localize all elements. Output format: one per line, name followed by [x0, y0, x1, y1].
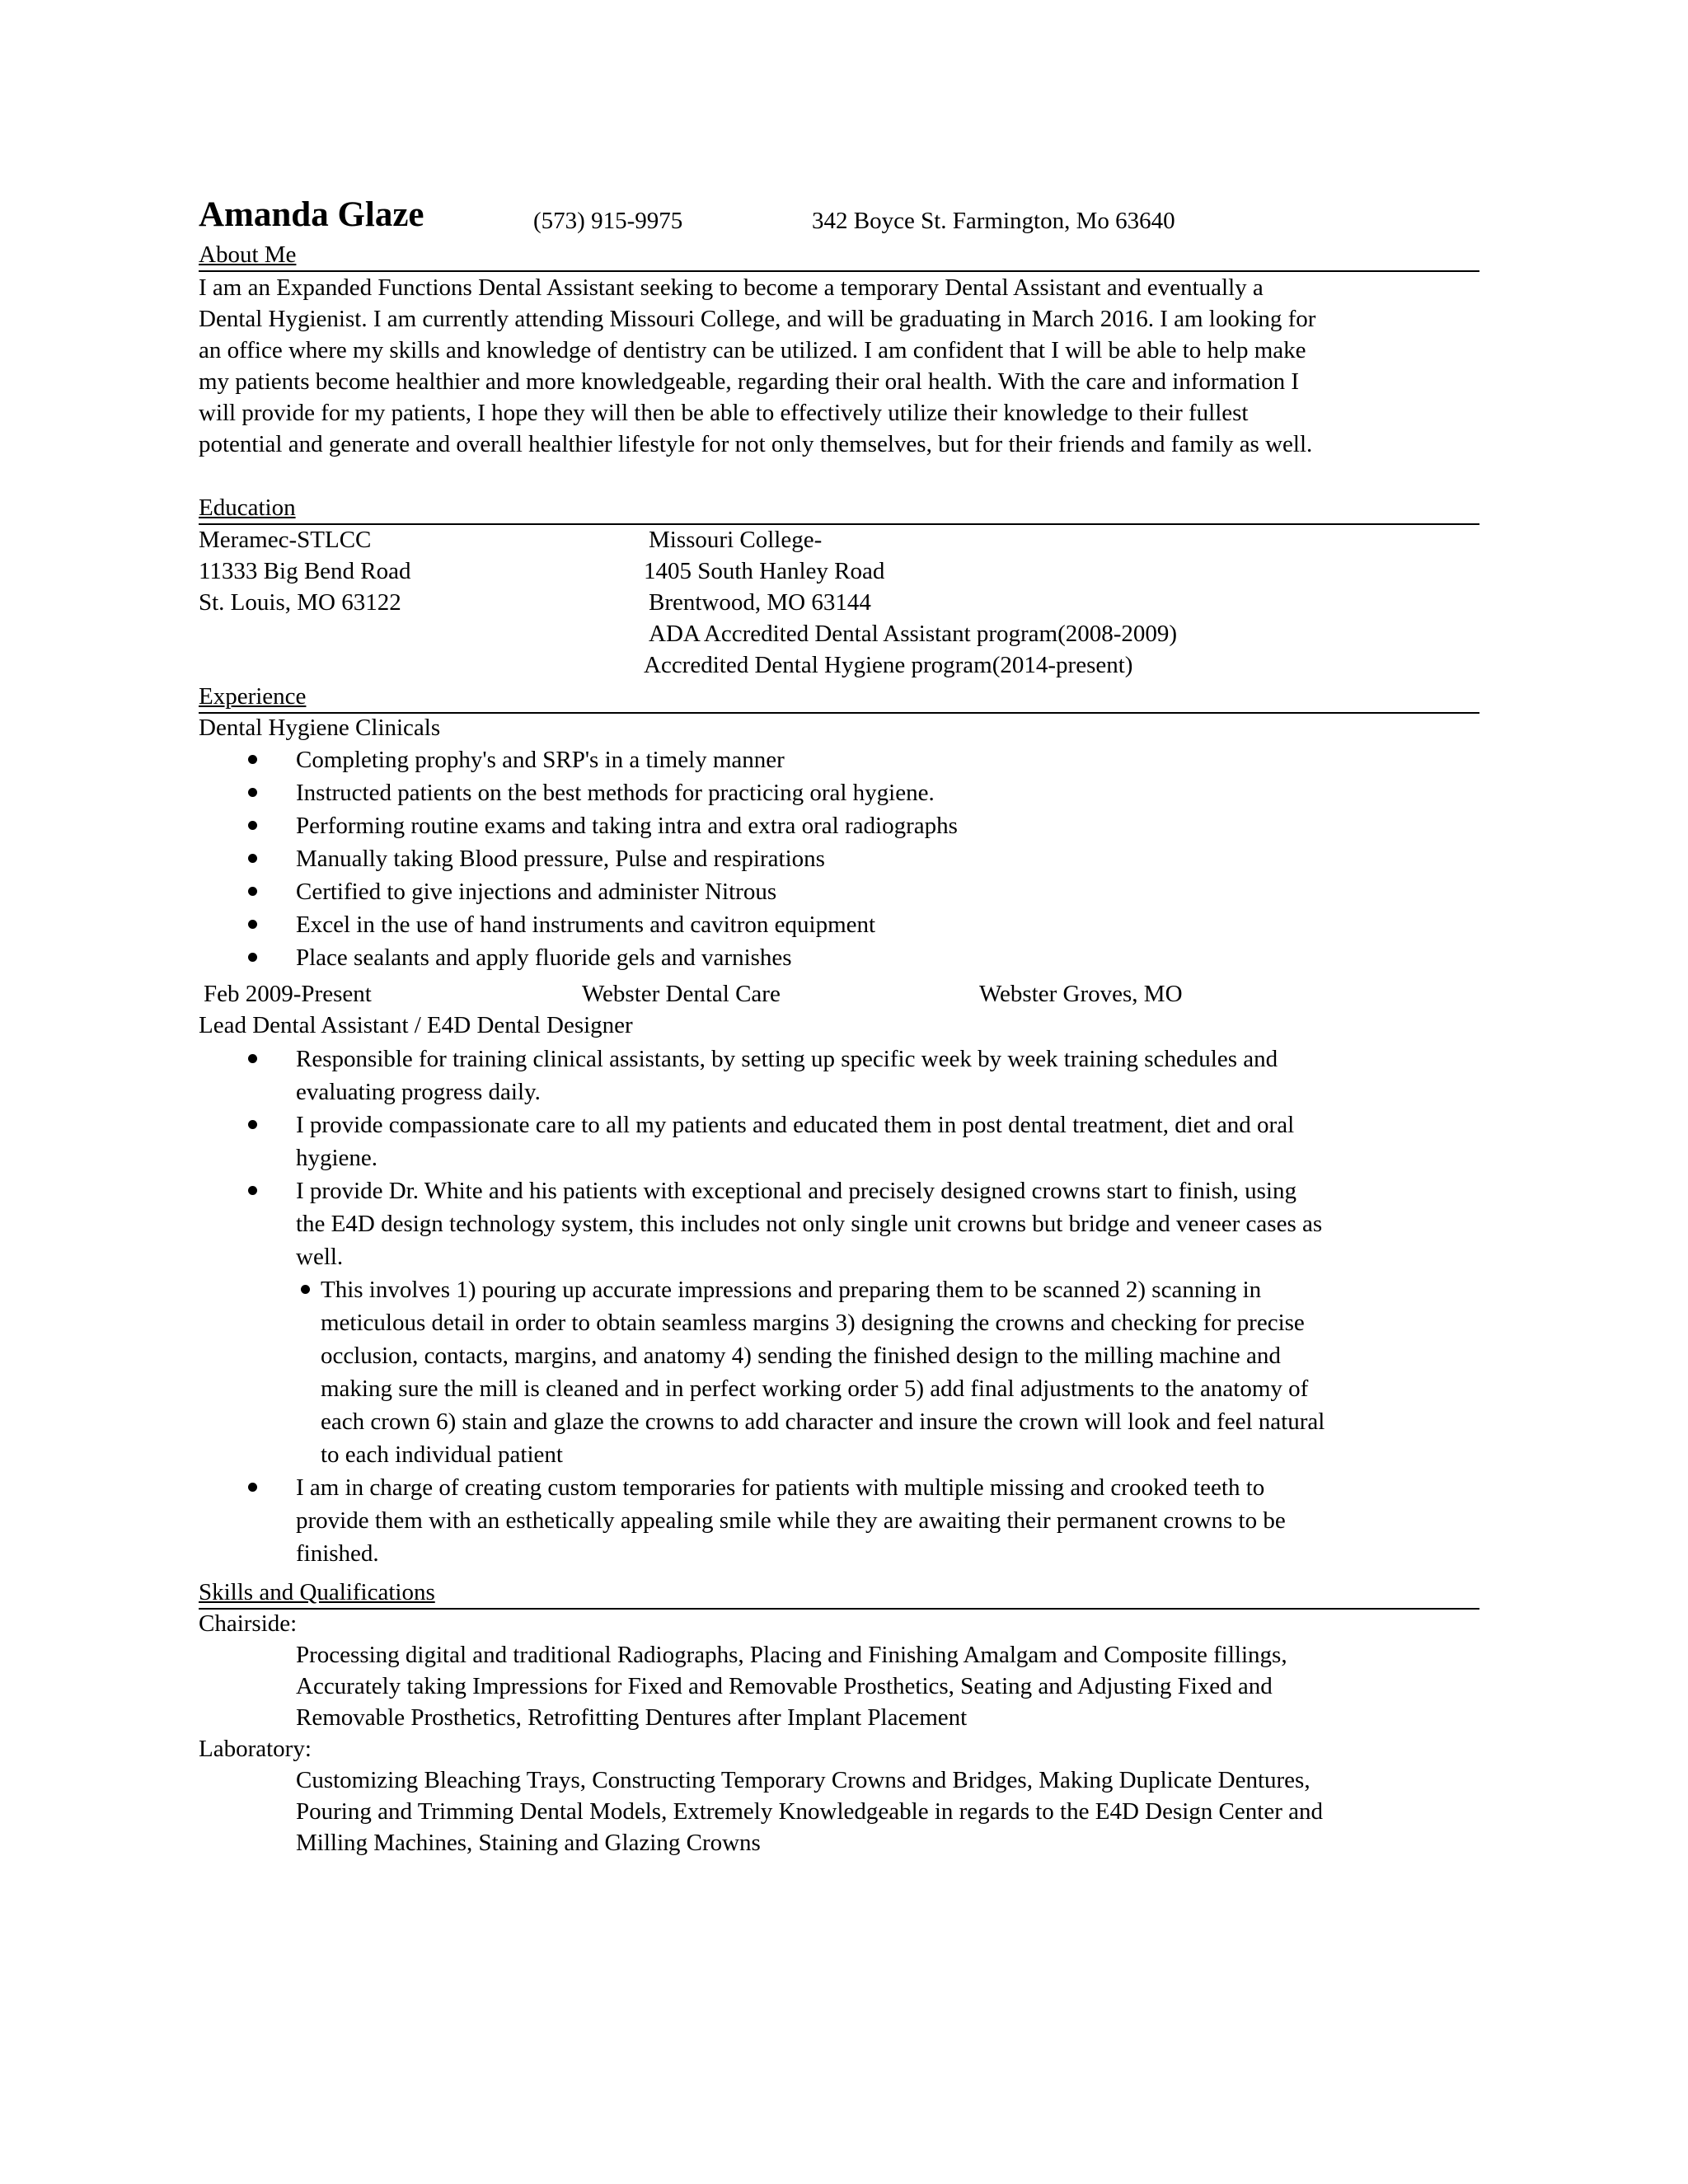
- list-item: Responsible for training clinical assistants, by setting up specific week by week training schedules and evaluating progress daily.: [199, 1043, 1484, 1108]
- about-paragraph: [199, 272, 1484, 460]
- chairside-skills: Processing digital and traditional Radiographs, Placing and Finishing Amalgam and Composite fillings, Accurately taking Impressions for Fixed and Removable Prosthetics, Seating and Adjusting Fixed and Removable Prosthetics, Retrofitting Dentures after Implant Placement: [296, 1642, 1287, 1731]
- job-duties-list: [199, 1043, 1484, 1570]
- list-item: Excel in the use of hand instruments and cavitron equipment: [199, 908, 1484, 941]
- school-1-street: 11333 Big Bend Road: [199, 558, 411, 584]
- about-heading: About Me: [199, 239, 1479, 272]
- list-item: Manually taking Blood pressure, Pulse and respirations: [199, 842, 1484, 875]
- candidate-name: Amanda Glaze: [199, 195, 424, 234]
- school-2-street: 1405 South Hanley Road: [644, 558, 885, 584]
- bullet-icon: [301, 1285, 310, 1294]
- school-2-name: Missouri College-: [649, 527, 823, 553]
- job-title: Lead Dental Assistant / E4D Dental Designer: [199, 1012, 633, 1038]
- school-1-city: St. Louis, MO 63122: [199, 589, 401, 616]
- bullet-icon: [248, 854, 257, 863]
- school-1-name: Meramec-STLCC: [199, 527, 372, 553]
- bullet-icon: [248, 788, 257, 797]
- bullet-icon: [248, 821, 257, 830]
- bullet-icon: [248, 1120, 257, 1129]
- bullet-icon: [248, 1186, 257, 1195]
- list-item: Certified to give injections and administer Nitrous: [199, 875, 1484, 908]
- about-line: an office where my skills and knowledge of dentistry can be utilized. I am confident that I will be able to help make: [199, 337, 1306, 363]
- list-item: I provide compassionate care to all my patients and educated them in post dental treatment, diet and oral hygiene.: [199, 1108, 1484, 1174]
- clinicals-list: [199, 743, 1484, 974]
- clinicals-title: Dental Hygiene Clinicals: [199, 715, 441, 741]
- job-dates: Feb 2009-Present: [204, 981, 372, 1007]
- program-dental-assistant: ADA Accredited Dental Assistant program(2008-2009): [649, 621, 1178, 647]
- education-heading: Education: [199, 492, 1479, 525]
- bullet-icon: [248, 755, 257, 764]
- about-line: I am an Expanded Functions Dental Assistant seeking to become a temporary Dental Assistant and eventually a: [199, 274, 1264, 301]
- chairside-label: Chairside:: [199, 1610, 298, 1637]
- list-item: Completing prophy's and SRP's in a timely manner: [199, 743, 1484, 776]
- phone-number: (573) 915-9975: [533, 208, 683, 234]
- list-item: Performing routine exams and taking intra and extra oral radiographs: [199, 809, 1484, 842]
- list-item: Instructed patients on the best methods for practicing oral hygiene.: [199, 776, 1484, 809]
- laboratory-label: Laboratory:: [199, 1736, 312, 1762]
- job-location: Webster Groves, MO: [979, 981, 1183, 1007]
- experience-heading: Experience: [199, 681, 1479, 714]
- about-line: will provide for my patients, I hope they will then be able to effectively utilize their knowledge to their fullest: [199, 400, 1249, 426]
- about-line: Dental Hygienist. I am currently attending Missouri College, and will be graduating in March 2016. I am looking for: [199, 306, 1316, 332]
- about-line: my patients become healthier and more knowledgeable, regarding their oral health. With the care and information I: [199, 368, 1300, 395]
- sub-list-item: This involves 1) pouring up accurate impressions and preparing them to be scanned 2) scanning in meticulous detail in order to obtain seamless margins 3) designing the crowns and checking for precise occlusion, contacts, margins, and anatomy 4) sending the finished design to the milling machine and making sure the mill is cleaned and in perfect working order 5) add final adjustments to the anatomy of each crown 6) stain and glaze the crowns to add character and insure the crown will look and feel natural to each individual patient: [296, 1273, 1484, 1471]
- skills-heading: Skills and Qualifications: [199, 1577, 1479, 1610]
- address: 342 Boyce St. Farmington, Mo 63640: [812, 208, 1175, 234]
- list-item: I provide Dr. White and his patients with exceptional and precisely designed crowns start to finish, using the E4D design technology system, this includes not only single unit crowns but bridge and veneer cases as well. This involves 1) pouring up accurate impressions and preparing them to be scanned 2) scanning in meticulous detail in order to obtain seamless margins 3) designing the crowns and checking for precise occlusion, contacts, margins, and anatomy 4) sending the finished design to the milling machine and making sure the mill is cleaned and in perfect working order 5) add final adjustments to the anatomy of each crown 6) stain and glaze the crowns to add character and insure the crown will look and feel natural to each individual patient: [199, 1174, 1484, 1471]
- job-employer: Webster Dental Care: [582, 981, 781, 1007]
- bullet-icon: [248, 1054, 257, 1063]
- sub-list: [296, 1273, 1484, 1471]
- bullet-icon: [248, 887, 257, 896]
- about-line: potential and generate and overall healthier lifestyle for not only themselves, but for their friends and family as well.: [199, 431, 1313, 457]
- program-dental-hygiene: Accredited Dental Hygiene program(2014-present): [644, 652, 1133, 678]
- list-item: I am in charge of creating custom temporaries for patients with multiple missing and crooked teeth to provide them with an esthetically appealing smile while they are awaiting their permanent crowns to be finished.: [199, 1471, 1484, 1570]
- bullet-icon: [248, 953, 257, 962]
- list-item: Place sealants and apply fluoride gels and varnishes: [199, 941, 1484, 974]
- bullet-icon: [248, 1483, 257, 1492]
- bullet-icon: [248, 920, 257, 929]
- school-2-city: Brentwood, MO 63144: [649, 589, 871, 616]
- laboratory-skills: Customizing Bleaching Trays, Constructing Temporary Crowns and Bridges, Making Duplicate Dentures, Pouring and Trimming Dental Models, Extremely Knowledgeable in regards to the E4D Design Center and Milling Machines, Staining and Glazing Crowns: [296, 1767, 1323, 1856]
